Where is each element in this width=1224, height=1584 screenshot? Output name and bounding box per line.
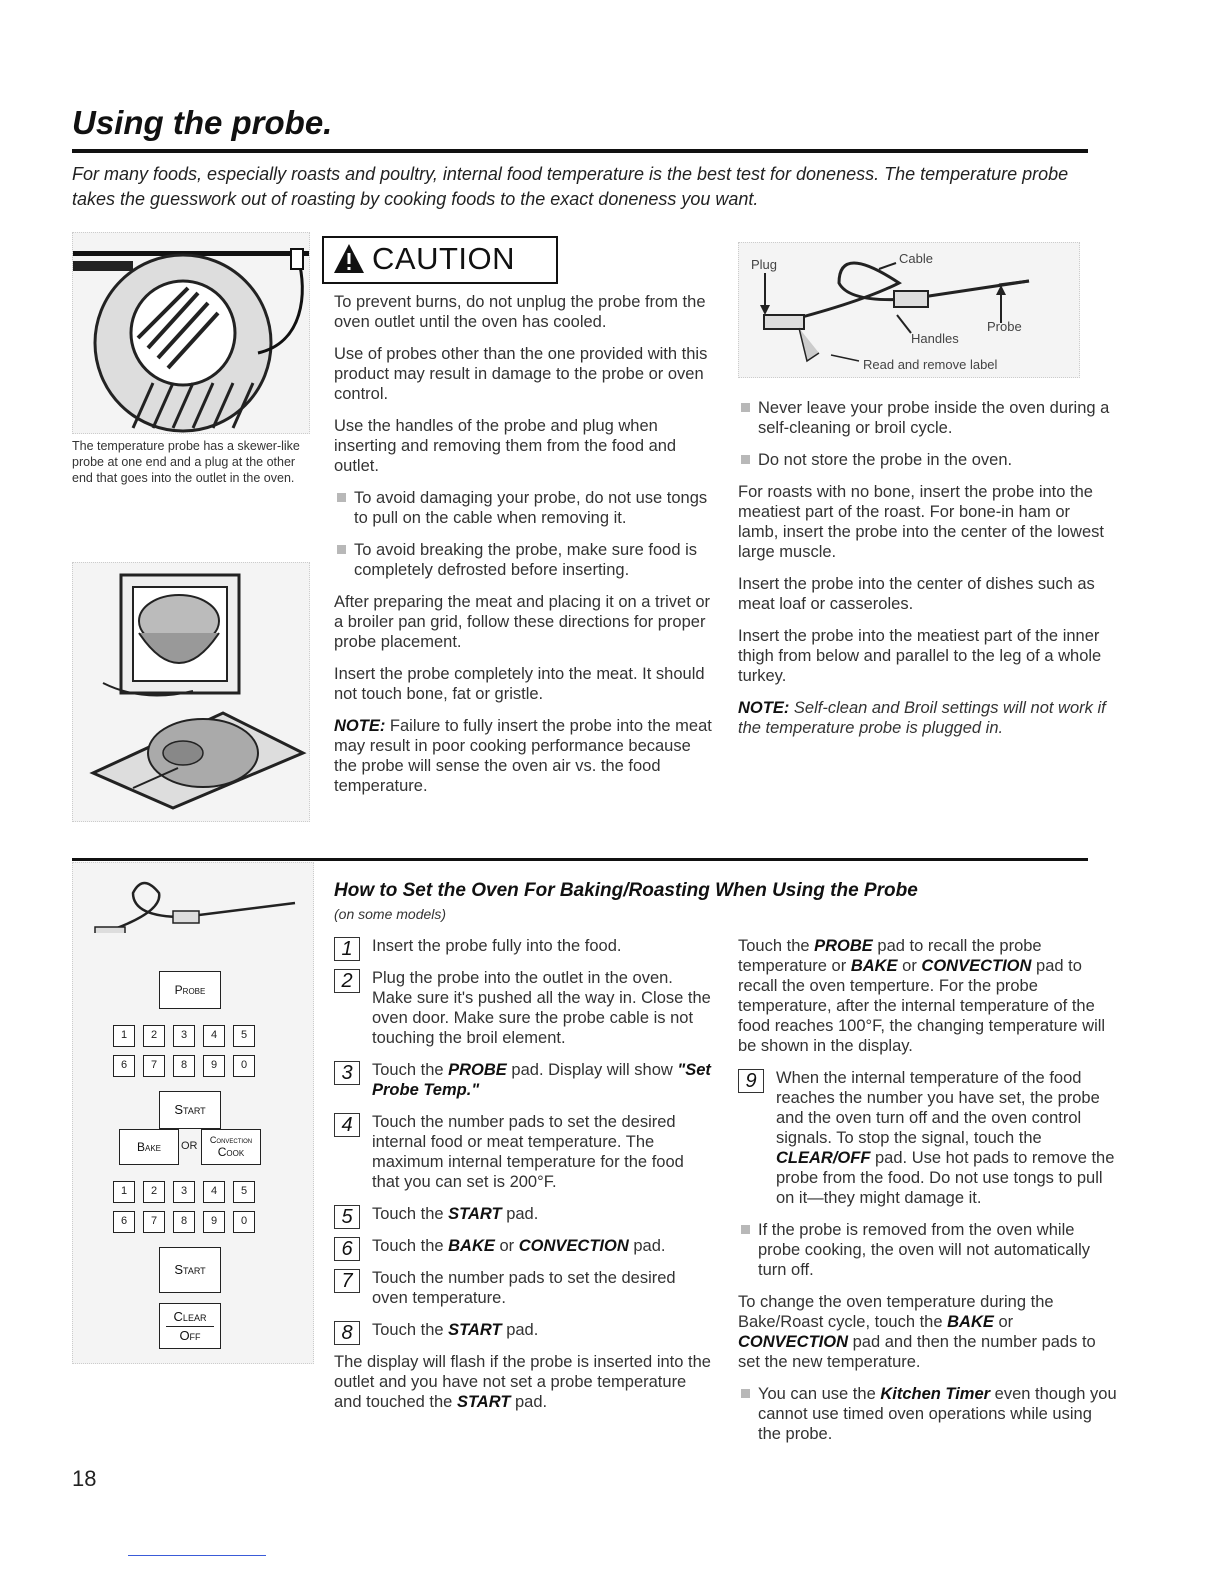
text: pad to recall the oven temperture. For the probe temperature, after the internal temperature of the food reaches 100°F, the changing temperature will be shown in the display.	[738, 957, 1106, 1055]
step-3	[334, 1060, 714, 1100]
convection-keyword: CONVECTION	[921, 957, 1032, 975]
cook-label: Cook	[217, 1145, 245, 1159]
text: pad and then the number pads to set the new temperature.	[738, 1333, 1096, 1371]
caution-label: CAUTION	[372, 241, 515, 276]
convection-keyword: CONVECTION	[738, 1333, 849, 1351]
text: Touch the	[738, 937, 815, 955]
step-text: When the internal temperature of the food reaches the number you have set, the probe and the oven turn off and the oven control signals. To stop the signal, touch the	[776, 1069, 1100, 1147]
steps-column	[334, 936, 714, 1424]
step-text: Touch the	[372, 1061, 449, 1079]
number-pad: 4	[203, 1025, 225, 1047]
step-number: 6	[334, 1237, 360, 1261]
step-9	[738, 1068, 1118, 1208]
remove-label-text: Read and remove label	[863, 357, 998, 372]
or-label: OR	[181, 1140, 198, 1152]
self-clean-bullet: Never leave your probe inside the oven during a self-cleaning or broil cycle.	[738, 398, 1114, 438]
probe-removed-bullet: If the probe is removed from the oven while probe cooking, the oven will not automatically turn off.	[738, 1220, 1118, 1280]
step-number: 3	[334, 1061, 360, 1085]
start-keyword: START	[448, 1321, 502, 1339]
number-pad: 7	[143, 1055, 165, 1077]
step-text: or	[494, 1237, 519, 1255]
step-text: Plug the probe into the outlet in the oven. Make sure it's pushed all the way in. Close the oven door. Make sure the probe cable is not touching the broil element.	[372, 969, 711, 1047]
illustration-caption: The temperature probe has a skewer-like probe at one end and a plug at the other end that goes into the outlet in the oven.	[72, 439, 300, 485]
step-text: pad.	[628, 1237, 666, 1255]
probe-keyword: PROBE	[814, 937, 873, 955]
plug-label: Plug	[751, 257, 778, 272]
start-pad: Start	[159, 1091, 221, 1129]
step-number: 7	[334, 1269, 360, 1293]
convection-label: Convection	[209, 1135, 253, 1145]
section-rule	[72, 858, 1088, 861]
bake-keyword: BAKE	[947, 1313, 994, 1331]
step-text: pad. Display will show	[506, 1061, 678, 1079]
text: You can use the	[758, 1385, 881, 1403]
step-text: Touch the number pads to set the desired internal food or meat temperature. The maximum internal temperature for the food that you can set is 200°F.	[372, 1113, 684, 1191]
step-text: pad.	[501, 1321, 539, 1339]
roast-placement-text: For roasts with no bone, insert the probe into the meatiest part of the roast. For bone-in ham or lamb, insert the probe into the center of the lowest large muscle.	[738, 483, 1104, 561]
number-pad: 8	[173, 1211, 195, 1233]
step-text: Touch the	[372, 1237, 449, 1255]
step-6	[334, 1236, 714, 1260]
probe-drawing	[739, 243, 1079, 377]
caution-box	[322, 236, 558, 284]
number-pad: 0	[233, 1211, 255, 1233]
title-rule	[72, 149, 1088, 153]
recall-text	[738, 936, 1118, 1056]
handles-label: Handles	[911, 331, 959, 346]
number-pad: 7	[143, 1211, 165, 1233]
oven-outlet-illustration	[72, 232, 310, 434]
clear-off-keyword: CLEAR/OFF	[776, 1149, 871, 1167]
turkey-placement-text: Insert the probe into the meatiest part of the inner thigh from below and parallel to the leg of a whole turkey.	[738, 627, 1102, 685]
note-label: NOTE:	[334, 717, 386, 735]
page-title: Using the probe.	[72, 104, 333, 141]
section-subheading: (on some models)	[334, 906, 447, 922]
number-pad: 5	[233, 1025, 255, 1047]
display-message: "Set Probe Temp."	[372, 1061, 711, 1099]
warning-icon	[332, 242, 366, 276]
change-temp-text	[738, 1292, 1118, 1372]
bake-keyword: BAKE	[448, 1237, 495, 1255]
storage-bullet: Do not store the probe in the oven.	[738, 450, 1114, 470]
intro-text: For many foods, especially roasts and poultry, internal food temperature is the best test for doneness. The temperature probe takes the guesswork out of roasting by cooking foods to the exact doneness you want.	[72, 164, 1069, 209]
number-pad: 0	[233, 1055, 255, 1077]
probe-damage-text: Use of probes other than the one provided with this product may result in damage to the probe or oven control.	[334, 345, 708, 403]
number-pad: 2	[143, 1025, 165, 1047]
text: even though you cannot use timed oven operations while using the probe.	[758, 1385, 1117, 1443]
step-text: Touch the number pads to set the desired oven temperature.	[372, 1269, 676, 1307]
number-pad: 8	[173, 1055, 195, 1077]
step-number: 8	[334, 1321, 360, 1345]
footer-link-line	[128, 1555, 266, 1556]
number-pad: 3	[173, 1181, 195, 1203]
number-pad: 2	[143, 1181, 165, 1203]
keypad-illustration	[72, 862, 314, 1364]
text: The display will flash if the probe is inserted into the outlet and you have not set a probe temperature and touched the	[334, 1353, 711, 1411]
kitchen-timer-keyword: Kitchen Timer	[880, 1385, 991, 1403]
step-text: Insert the probe fully into the food.	[372, 937, 622, 955]
defrost-bullet: To avoid breaking the probe, make sure food is completely defrosted before inserting.	[334, 540, 714, 580]
step-1	[334, 936, 714, 960]
number-pad: 9	[203, 1211, 225, 1233]
number-pad: 6	[113, 1055, 135, 1077]
probe-diagram	[738, 242, 1080, 378]
step-number: 2	[334, 969, 360, 993]
cable-label: Cable	[899, 251, 933, 266]
step-text: pad.	[501, 1205, 539, 1223]
probe-small-drawing	[73, 863, 313, 933]
number-pad: 6	[113, 1211, 135, 1233]
roast-turkey-drawing	[73, 563, 309, 821]
convection-pad	[201, 1129, 261, 1165]
start-keyword: START	[448, 1205, 502, 1223]
dish-placement-text: Insert the probe into the center of dishes such as meat loaf or casseroles.	[738, 575, 1095, 613]
section-heading: How to Set the Oven For Baking/Roasting When Using the Probe	[334, 880, 918, 901]
number-pad: 3	[173, 1025, 195, 1047]
start-pad: Start	[159, 1247, 221, 1293]
oven-outlet-drawing	[73, 233, 309, 433]
step-text: Touch the	[372, 1205, 449, 1223]
number-pad: 5	[233, 1181, 255, 1203]
step-4	[334, 1112, 714, 1192]
text: pad to recall the probe temperature or	[738, 937, 1042, 975]
display-flash-text	[334, 1352, 714, 1412]
text: To change the oven temperature during the Bake/Roast cycle, touch the	[738, 1293, 1054, 1331]
right-note	[738, 698, 1114, 738]
probe-keyword: PROBE	[448, 1061, 507, 1079]
step-number: 9	[738, 1069, 764, 1093]
probe-label: Probe	[987, 319, 1022, 334]
number-pad: 4	[203, 1181, 225, 1203]
roast-turkey-illustration	[72, 562, 310, 822]
note-text: Failure to fully insert the probe into the meat may result in poor cooking performance because the probe will sense the oven air vs. the food temperature.	[334, 717, 712, 795]
section2-right-column	[738, 936, 1118, 1456]
text: or	[897, 957, 922, 975]
kitchen-timer-bullet	[738, 1384, 1118, 1444]
off-label: Off	[179, 1328, 201, 1343]
insert-text: Insert the probe completely into the meat. It should not touch bone, fat or gristle.	[334, 665, 705, 703]
step-8	[334, 1320, 714, 1344]
clear-label: Clear	[166, 1308, 214, 1327]
right-column	[738, 398, 1114, 750]
clear-off-pad	[159, 1303, 221, 1349]
handles-text: Use the handles of the probe and plug when inserting and removing them from the food and outlet.	[334, 417, 677, 475]
tongs-bullet: To avoid damaging your probe, do not use tongs to pull on the cable when removing it.	[334, 488, 714, 528]
number-pad: 1	[113, 1181, 135, 1203]
convection-keyword: CONVECTION	[518, 1237, 629, 1255]
note-label: NOTE:	[738, 699, 790, 717]
step-number: 1	[334, 937, 360, 961]
step-text: Touch the	[372, 1321, 449, 1339]
number-pad: 1	[113, 1025, 135, 1047]
text: or	[993, 1313, 1014, 1331]
middle-column	[334, 292, 714, 808]
step-number: 5	[334, 1205, 360, 1229]
middle-note	[334, 716, 714, 796]
step-text: pad. Use hot pads to remove the probe from the food. Do not use tongs to pull on it—they might damage it.	[776, 1149, 1115, 1207]
note-text: Self-clean and Broil settings will not work if the temperature probe is plugged in.	[738, 699, 1106, 737]
step-number: 4	[334, 1113, 360, 1137]
step-5	[334, 1204, 714, 1228]
step-7	[334, 1268, 714, 1308]
step-2	[334, 968, 714, 1048]
preparation-text: After preparing the meat and placing it on a trivet or a broiler pan grid, follow these directions for proper probe placement.	[334, 593, 711, 651]
text: pad.	[510, 1393, 548, 1411]
bake-pad: Bake	[119, 1129, 179, 1165]
probe-pad: Probe	[159, 971, 221, 1009]
caution-text: To prevent burns, do not unplug the probe from the oven outlet until the oven has cooled.	[334, 293, 706, 331]
page-number: 18	[72, 1466, 97, 1491]
start-keyword: START	[456, 1393, 511, 1411]
number-pad: 9	[203, 1055, 225, 1077]
bake-keyword: BAKE	[850, 957, 898, 975]
